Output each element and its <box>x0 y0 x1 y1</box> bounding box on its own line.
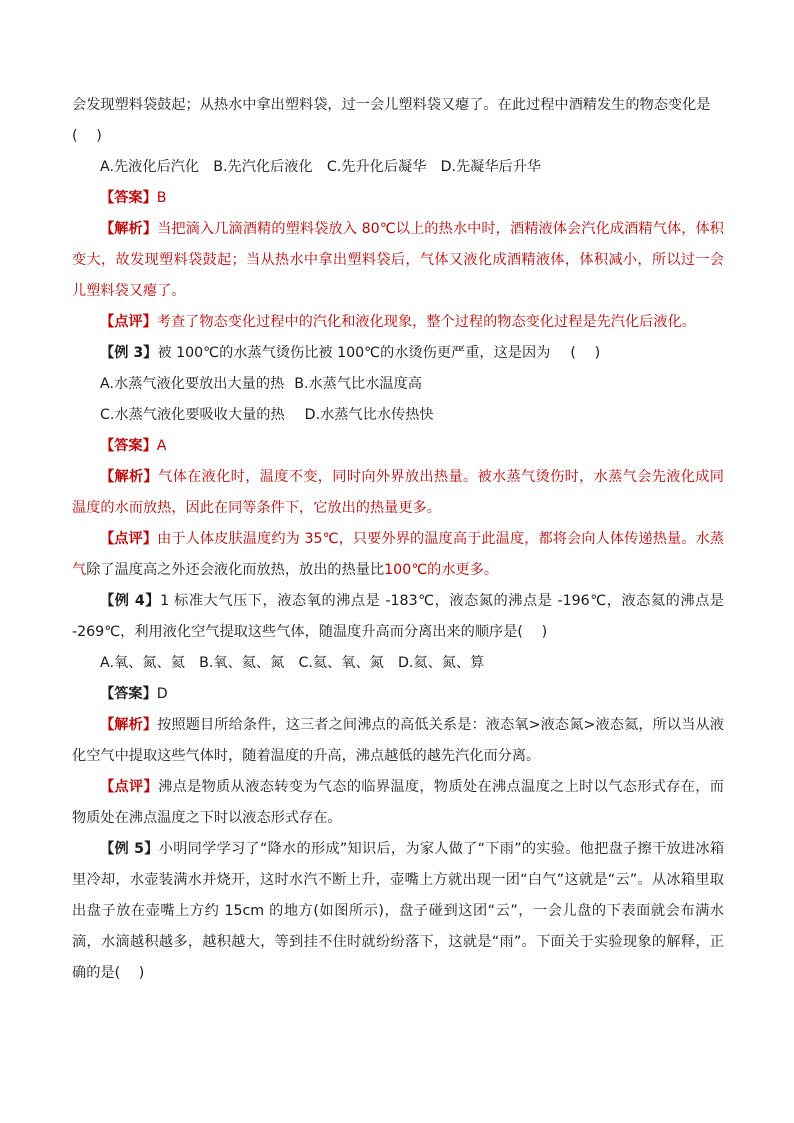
question-3-option-d: D.水蒸气比水传热快 <box>304 407 434 423</box>
question-2-analysis <box>72 214 724 307</box>
answer-value: A <box>156 438 167 454</box>
comment-tag: 【点评】 <box>100 314 157 330</box>
answer-tag: 【答案】 <box>100 438 157 454</box>
question-2-paren: ( ) <box>72 128 102 144</box>
answer-value: B <box>156 190 167 206</box>
analysis-tag: 【解析】 <box>100 221 158 237</box>
answer-value: D <box>156 686 168 702</box>
analysis-text: 按照题目所给条件，这三者之间沸点的高低关系是：液态氧>液态氮>液态氦，所以当从液化空气中提取这些气体时，随着温度的升高，沸点越低的越先汽化而分离。 <box>72 717 724 764</box>
question-3-text: 被 100℃的水蒸气烫伤比被 100℃的水烫伤更严重，这是因为 <box>157 345 551 361</box>
answer-tag: 【答案】 <box>100 686 157 702</box>
document-page <box>72 90 724 989</box>
comment-tag: 【点评】 <box>100 779 159 795</box>
question-3-option-a: A.水蒸气液化要放出大量的热 <box>100 376 285 392</box>
question-3-option-c: C.水蒸气液化要吸收大量的热 <box>100 407 285 423</box>
question-4-options: A.氧、氮、氦 B.氧、氦、氮 C.氦、氧、氮 D.氦、氮、算 <box>100 655 485 671</box>
question-2-stem-text: 会发现塑料袋鼓起；从热水中拿出塑料袋，过一会儿塑料袋又瘪了。在此过程中酒精发生的物态变化是 <box>72 97 711 113</box>
question-5-stem <box>72 834 724 989</box>
answer-tag: 【答案】 <box>100 190 157 206</box>
question-3-analysis <box>72 462 724 524</box>
analysis-tag: 【解析】 <box>100 469 159 485</box>
question-2-answer <box>72 183 724 214</box>
question-3-paren: ( ) <box>570 345 601 361</box>
question-3-option-b: B.水蒸气比水温度高 <box>294 376 422 392</box>
question-4-comment <box>72 772 724 834</box>
question-3-stem <box>72 338 724 369</box>
question-3-options-row2 <box>72 400 724 431</box>
question-2-comment <box>72 307 724 338</box>
analysis-text: 气体在液化时，温度不变，同时向外界放出热量。被水蒸气烫伤时，水蒸气会先液化成同温度的水而放热，因此在同等条件下，它放出的热量更多。 <box>72 469 724 516</box>
comment-tag: 【点评】 <box>100 531 158 547</box>
question-3-comment <box>72 524 724 586</box>
comment-text: 沸点是物质从液态转变为气态的临界温度，物质处在沸点温度之上时以气态形式存在，而物质处在沸点温度之下时以液态形式存在。 <box>72 779 724 826</box>
comment-text-red: 由于人体皮肤温度约为 35℃，只要外界的温度高于此温度，都将会向人体传递热量。水蒸气 <box>72 531 724 578</box>
question-5-label: 【例 5】 <box>100 841 159 857</box>
question-3-answer <box>72 431 724 462</box>
question-2-stem <box>72 90 724 152</box>
question-4-answer <box>72 679 724 710</box>
analysis-tag: 【解析】 <box>100 717 158 733</box>
question-4-label: 【例 4】 <box>100 593 161 609</box>
comment-text-tail: 100℃的水更多。 <box>384 562 499 578</box>
question-4-text: 1 标准大气压下，液态氧的沸点是 -183℃，液态氮的沸点是 -196℃，液态氦的沸点是 -269℃，利用液化空气提取这些气体，随温度升高而分离出来的顺序是( ) <box>72 593 724 640</box>
comment-text-black: 除了温度高之外还会液化而放热，放出的热量比 <box>86 562 385 578</box>
question-4-analysis <box>72 710 724 772</box>
question-4-stem <box>72 586 724 648</box>
question-3-label: 【例 3】 <box>100 345 158 361</box>
question-2-options: A.先液化后汽化 B.先汽化后液化 C.先升化后凝华 D.先凝华后升华 <box>100 159 542 175</box>
question-5-text: 小明同学学习了“降水的形成”知识后，为家人做了“下雨”的实验。他把盘子擦干放进冰箱里冷却，水壶装满水并烧开，这时水汽不断上升，壶嘴上方就出现一团“白气”这就是“云”。从冰箱里取出盘子放在壶嘴上方约 15cm 的地方(如图所示)，盘子碰到这团“云”，一会儿盘的下表面就会布满水滴，水滴越积越多，越积越大，等到挂不住时就纷纷落下，这就是“雨”。下面关于实验现象的解释，正确的是( ) <box>72 841 725 981</box>
question-3-options-row1 <box>72 369 724 400</box>
analysis-text: 当把滴入几滴酒精的塑料袋放入 80℃以上的热水中时，酒精液体会汽化成酒精气体，体积变大，故发现塑料袋鼓起；当从热水中拿出塑料袋后，气体又液化成酒精液体，体积减小，所以过一会儿塑料袋又瘪了。 <box>72 221 724 299</box>
comment-text: 考查了物态变化过程中的汽化和液化现象，整个过程的物态变化过程是先汽化后液化。 <box>156 314 696 330</box>
